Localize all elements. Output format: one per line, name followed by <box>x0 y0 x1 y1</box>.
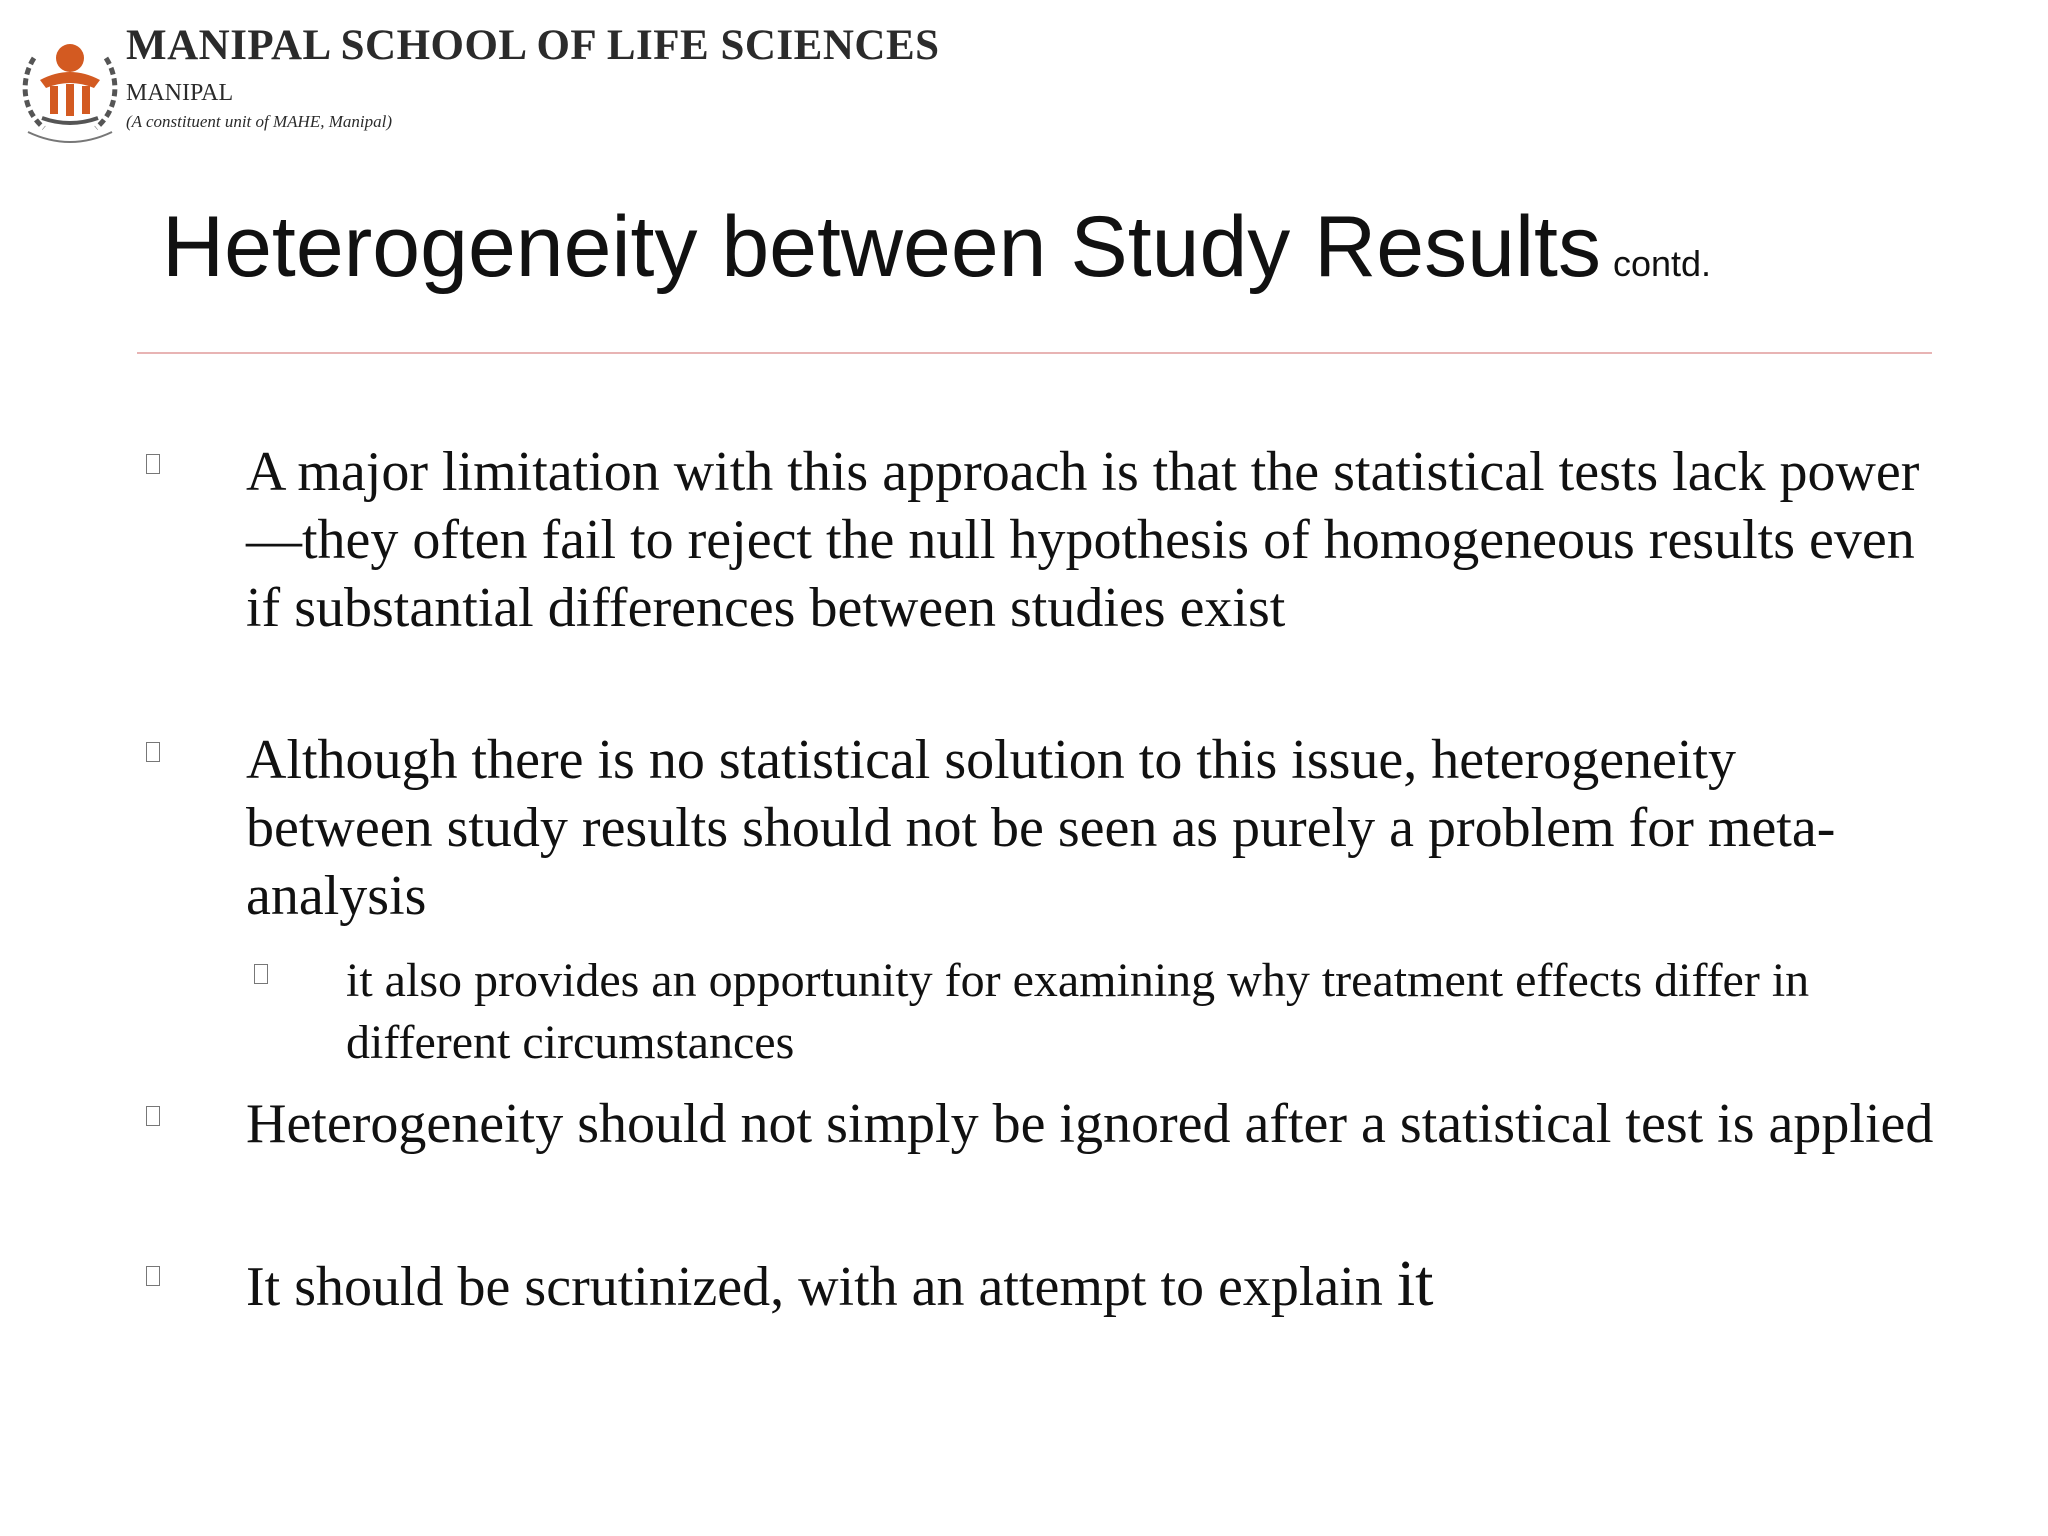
bullet-box-icon <box>146 1106 160 1126</box>
bullet-text: Heterogeneity should not simply be ignored after a statistical test is applied <box>246 1093 1934 1155</box>
school-logo <box>14 18 940 148</box>
logo-text <box>126 18 940 134</box>
logo-title: MANIPAL SCHOOL OF LIFE SCIENCES <box>126 22 940 69</box>
bullet-box-icon <box>146 742 160 762</box>
bullet-text <box>246 1247 1936 1321</box>
bullet-text-main: It should be scrutinized, with an attempt to explain <box>246 1256 1383 1318</box>
logo-subtitle: MANIPAL <box>126 80 234 106</box>
slide-title <box>162 192 1711 319</box>
bullet-box-icon <box>146 454 160 474</box>
bullet-box-icon <box>146 1266 160 1286</box>
institution-emblem-icon <box>14 28 126 146</box>
slide-title-text: Heterogeneity between Study Results <box>162 199 1601 295</box>
bullet-text-emphasis: it <box>1396 1247 1434 1320</box>
bullet-text: Although there is no statistical solution to this issue, heterogeneity between study results should not be seen as purely a problem for meta-analysis <box>246 729 1836 927</box>
title-divider <box>137 352 1932 354</box>
slide-title-suffix: contd. <box>1612 243 1712 284</box>
logo-note: (A constituent unit of MAHE, Manipal) <box>126 112 392 131</box>
sub-bullet-text: it also provides an opportunity for examining why treatment effects differ in different circumstances <box>346 954 1810 1069</box>
sub-bullet-box-icon <box>254 964 268 984</box>
bullet-text: A major limitation with this approach is that the statistical tests lack power—they often fail to reject the null hypothesis of homogeneous results even if substantial differences between studies exist <box>246 441 1920 639</box>
